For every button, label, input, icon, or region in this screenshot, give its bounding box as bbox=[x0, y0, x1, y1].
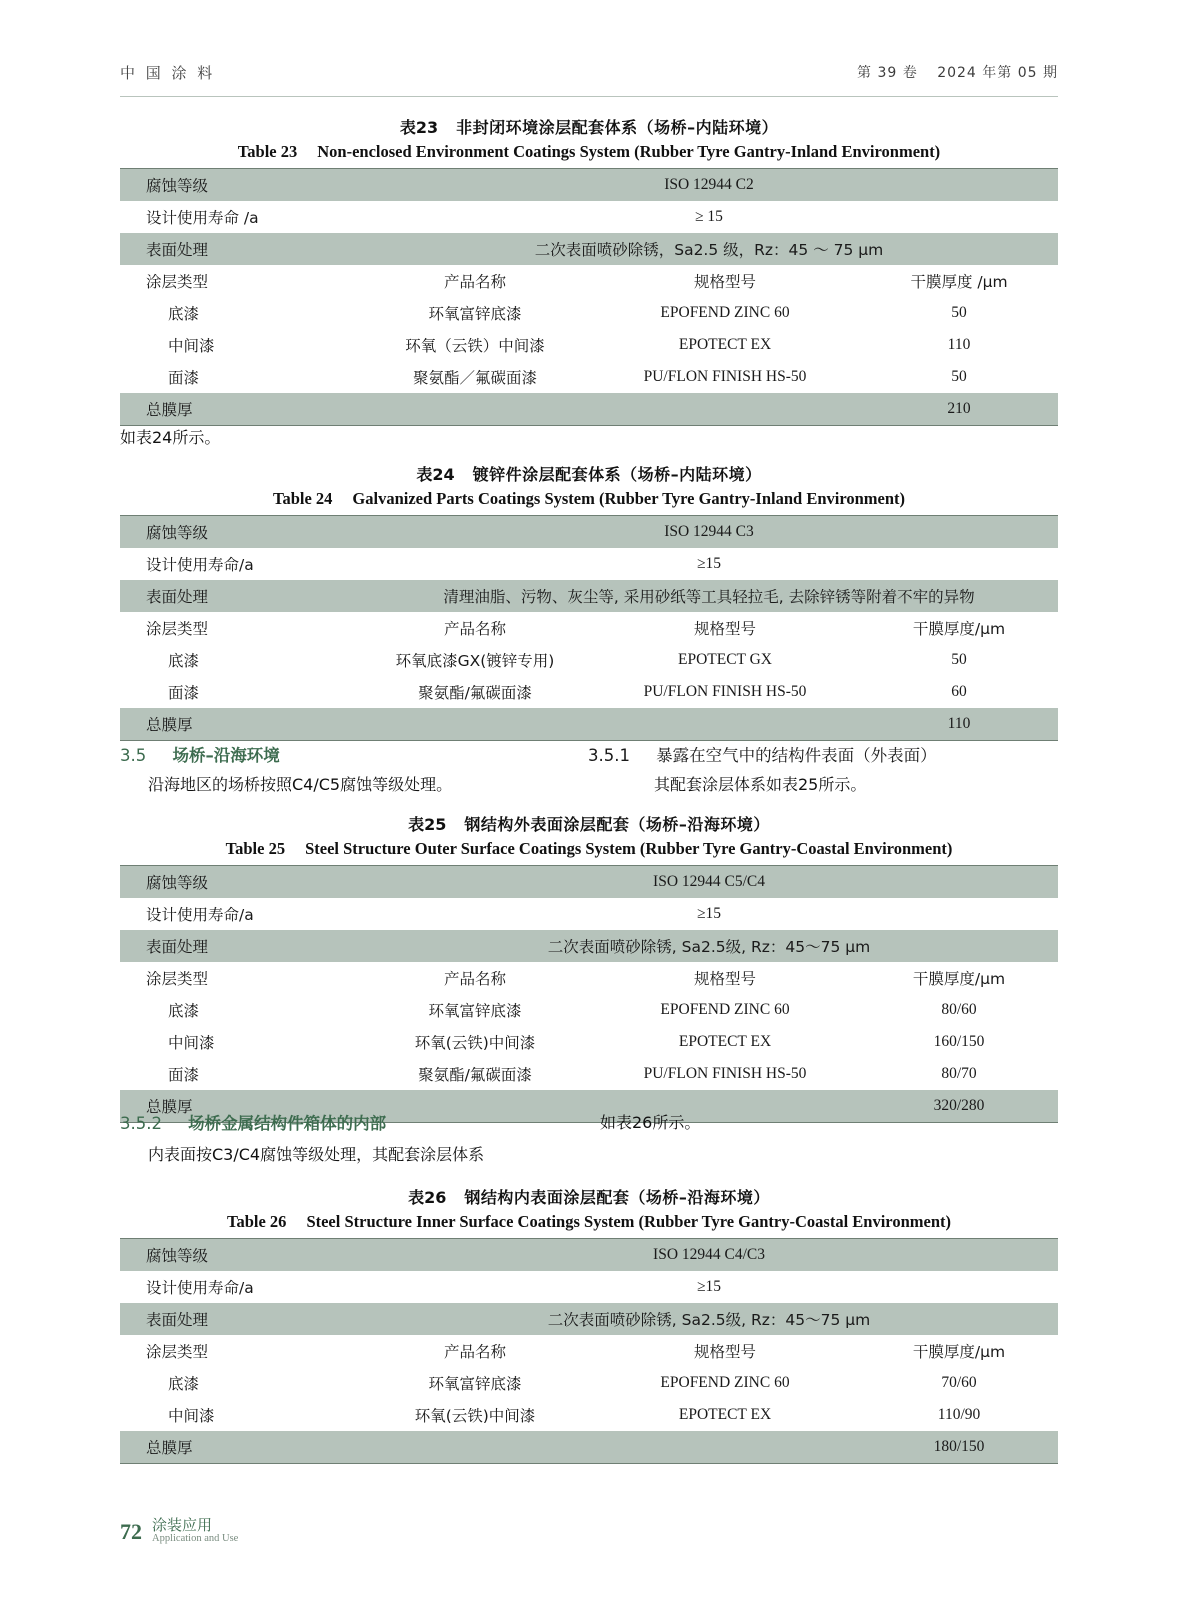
table-row bbox=[120, 930, 1058, 962]
layer-product: 环氧富锌底漆 bbox=[360, 297, 590, 329]
design-life-label: 设计使用寿命/a bbox=[120, 898, 360, 930]
total-thickness-value: 180/150 bbox=[860, 1431, 1058, 1464]
column-header-product: 产品名称 bbox=[360, 612, 590, 644]
surface-treatment-value: 清理油脂、污物、灰尘等, 采用砂纸等工具轻拉毛, 去除锌锈等附着不牢的异物 bbox=[360, 580, 1058, 612]
table-row bbox=[120, 866, 1058, 899]
total-thickness-value: 320/280 bbox=[860, 1090, 1058, 1123]
surface-treatment-value: 二次表面喷砂除锈, Sa2.5级, Rz：45～75 μm bbox=[360, 930, 1058, 962]
section-3-5-1-number: 3.5.1 bbox=[588, 746, 630, 765]
journal-name: 中 国 涂 料 bbox=[120, 64, 216, 82]
table25-block bbox=[120, 812, 1058, 1123]
surface-treatment-label: 表面处理 bbox=[120, 1303, 360, 1335]
table25-label-cn: 表25 bbox=[408, 815, 447, 834]
table-row bbox=[120, 1058, 1058, 1090]
layer-thickness: 80/60 bbox=[860, 994, 1058, 1026]
issue-label: 2024 年第 05 期 bbox=[937, 65, 1058, 81]
layer-spec: EPOTECT GX bbox=[590, 644, 860, 676]
table-row bbox=[120, 201, 1058, 233]
layer-spec: EPOFEND ZINC 60 bbox=[590, 297, 860, 329]
design-life-value: ≥15 bbox=[360, 1271, 1058, 1303]
table24-title-cn bbox=[120, 462, 1058, 485]
layer-product: 环氧(云铁)中间漆 bbox=[360, 1399, 590, 1431]
surface-treatment-value: 二次表面喷砂除锈，Sa2.5 级，Rz：45 ～ 75 μm bbox=[360, 233, 1058, 265]
layer-product: 聚氨酯/氟碳面漆 bbox=[360, 676, 590, 708]
volume-label: 第 39 卷 bbox=[857, 65, 918, 81]
table24-label-en: Table 24 bbox=[272, 489, 333, 508]
design-life-label: 设计使用寿命 /a bbox=[120, 201, 360, 233]
layer-thickness: 50 bbox=[860, 361, 1058, 393]
table-row bbox=[120, 1367, 1058, 1399]
table23-title-en bbox=[120, 142, 1058, 162]
layer-product: 环氧底漆GX(镀锌专用) bbox=[360, 644, 590, 676]
table-row bbox=[120, 580, 1058, 612]
layer-type: 中间漆 bbox=[120, 1399, 360, 1431]
table-row bbox=[120, 1399, 1058, 1431]
total-thickness-value: 110 bbox=[860, 708, 1058, 741]
layer-spec: EPOFEND ZINC 60 bbox=[590, 994, 860, 1026]
layer-product: 环氧（云铁）中间漆 bbox=[360, 329, 590, 361]
total-thickness-label: 总膜厚 bbox=[120, 1090, 360, 1123]
table-row bbox=[120, 1303, 1058, 1335]
column-header-product: 产品名称 bbox=[360, 1335, 590, 1367]
corrosion-grade-label: 腐蚀等级 bbox=[120, 169, 360, 202]
layer-product: 环氧富锌底漆 bbox=[360, 994, 590, 1026]
surface-treatment-label: 表面处理 bbox=[120, 930, 360, 962]
table-row bbox=[120, 361, 1058, 393]
corrosion-grade-label: 腐蚀等级 bbox=[120, 866, 360, 899]
layer-thickness: 50 bbox=[860, 297, 1058, 329]
design-life-label: 设计使用寿命/a bbox=[120, 548, 360, 580]
column-header-thickness: 干膜厚度 /μm bbox=[860, 265, 1058, 297]
issue-info bbox=[843, 62, 1058, 82]
layer-spec: PU/FLON FINISH HS-50 bbox=[590, 676, 860, 708]
column-header-thickness: 干膜厚度/μm bbox=[860, 612, 1058, 644]
layer-spec: PU/FLON FINISH HS-50 bbox=[590, 1058, 860, 1090]
table26-title-cn bbox=[120, 1185, 1058, 1208]
table26-caption-en: Steel Structure Inner Surface Coatings System (Rubber Tyre Gantry-Coastal Environment) bbox=[306, 1212, 951, 1231]
ref-table24-text: 如表24所示。 bbox=[120, 428, 221, 447]
column-header-type: 涂层类型 bbox=[120, 1335, 360, 1367]
design-life-value: ≥15 bbox=[360, 548, 1058, 580]
table-row bbox=[120, 1239, 1058, 1272]
layer-product: 环氧(云铁)中间漆 bbox=[360, 1026, 590, 1058]
column-header-spec: 规格型号 bbox=[590, 962, 860, 994]
table23-caption-cn: 非封闭环境涂层配套体系（场桥–内陆环境） bbox=[456, 118, 779, 137]
total-thickness-label: 总膜厚 bbox=[120, 393, 360, 426]
table25-title-en bbox=[120, 839, 1058, 859]
section-3-5-heading bbox=[120, 742, 280, 766]
ref-table26-text: 如表26所示。 bbox=[600, 1113, 701, 1132]
layer-spec: EPOFEND ZINC 60 bbox=[590, 1367, 860, 1399]
column-header-spec: 规格型号 bbox=[590, 265, 860, 297]
layer-type: 底漆 bbox=[120, 644, 360, 676]
layer-type: 面漆 bbox=[120, 676, 360, 708]
layer-thickness: 110/90 bbox=[860, 1399, 1058, 1431]
table-row bbox=[120, 1431, 1058, 1464]
table26-caption-cn: 钢结构内表面涂层配套（场桥–沿海环境） bbox=[464, 1188, 770, 1207]
corrosion-grade-value: ISO 12944 C5/C4 bbox=[360, 866, 1058, 899]
page-footer bbox=[120, 1517, 238, 1545]
table-row bbox=[120, 994, 1058, 1026]
table23 bbox=[120, 168, 1058, 426]
section-3-5-number: 3.5 bbox=[120, 746, 147, 765]
table-row bbox=[120, 898, 1058, 930]
footer-section-cn: 涂装应用 bbox=[152, 1515, 213, 1534]
section-3-5-2-text: 内表面按C3/C4腐蚀等级处理，其配套涂层体系 bbox=[148, 1145, 485, 1164]
corrosion-grade-value: ISO 12944 C2 bbox=[360, 169, 1058, 202]
table-row bbox=[120, 548, 1058, 580]
layer-type: 底漆 bbox=[120, 1367, 360, 1399]
design-life-value: ≥15 bbox=[360, 898, 1058, 930]
corrosion-grade-label: 腐蚀等级 bbox=[120, 1239, 360, 1272]
surface-treatment-label: 表面处理 bbox=[120, 580, 360, 612]
layer-spec: EPOTECT EX bbox=[590, 1026, 860, 1058]
column-header-spec: 规格型号 bbox=[590, 1335, 860, 1367]
corrosion-grade-value: ISO 12944 C3 bbox=[360, 516, 1058, 549]
table26-block bbox=[120, 1185, 1058, 1464]
table-header-row bbox=[120, 265, 1058, 297]
layer-thickness: 70/60 bbox=[860, 1367, 1058, 1399]
section-3-5-1-title: 暴露在空气中的结构件表面（外表面） bbox=[656, 746, 937, 765]
design-life-value: ≥ 15 bbox=[360, 201, 1058, 233]
layer-thickness: 50 bbox=[860, 644, 1058, 676]
table24-block bbox=[120, 462, 1058, 741]
layer-spec: PU/FLON FINISH HS-50 bbox=[590, 361, 860, 393]
layer-type: 中间漆 bbox=[120, 329, 360, 361]
page-header bbox=[120, 62, 1058, 97]
layer-thickness: 80/70 bbox=[860, 1058, 1058, 1090]
layer-type: 底漆 bbox=[120, 994, 360, 1026]
section-3-5-title: 场桥–沿海环境 bbox=[172, 746, 280, 765]
footer-section bbox=[152, 1517, 238, 1545]
section-3-5-2-number: 3.5.2 bbox=[120, 1114, 162, 1133]
table25-label-en: Table 25 bbox=[225, 839, 286, 858]
corrosion-grade-value: ISO 12944 C4/C3 bbox=[360, 1239, 1058, 1272]
layer-type: 面漆 bbox=[120, 361, 360, 393]
column-header-product: 产品名称 bbox=[360, 265, 590, 297]
table-header-row bbox=[120, 1335, 1058, 1367]
table-row bbox=[120, 1271, 1058, 1303]
table-row bbox=[120, 644, 1058, 676]
table-header-row bbox=[120, 612, 1058, 644]
column-header-thickness: 干膜厚度/μm bbox=[860, 1335, 1058, 1367]
table-row bbox=[120, 516, 1058, 549]
table26-label-cn: 表26 bbox=[408, 1188, 447, 1207]
table26 bbox=[120, 1238, 1058, 1464]
table-row bbox=[120, 297, 1058, 329]
table24-caption-cn: 镀锌件涂层配套体系（场桥–内陆环境） bbox=[472, 465, 762, 484]
table23-title-cn bbox=[120, 115, 1058, 138]
page-number: 72 bbox=[120, 1519, 142, 1544]
table-row bbox=[120, 169, 1058, 202]
layer-product: 聚氨酯／氟碳面漆 bbox=[360, 361, 590, 393]
table-row bbox=[120, 329, 1058, 361]
layer-type: 底漆 bbox=[120, 297, 360, 329]
layer-product: 环氧富锌底漆 bbox=[360, 1367, 590, 1399]
table25-caption-cn: 钢结构外表面涂层配套（场桥–沿海环境） bbox=[464, 815, 770, 834]
table-row bbox=[120, 233, 1058, 265]
layer-type: 面漆 bbox=[120, 1058, 360, 1090]
table23-caption-en: Non-enclosed Environment Coatings System (Rubber Tyre Gantry-Inland Environment) bbox=[317, 142, 941, 161]
footer-section-en: Application and Use bbox=[152, 1533, 239, 1545]
column-header-product: 产品名称 bbox=[360, 962, 590, 994]
column-header-type: 涂层类型 bbox=[120, 265, 360, 297]
table23-label-cn: 表23 bbox=[399, 118, 439, 137]
layer-type: 中间漆 bbox=[120, 1026, 360, 1058]
section-3-5-text: 沿海地区的场桥按照C4/C5腐蚀等级处理。 bbox=[148, 775, 453, 794]
table-row bbox=[120, 708, 1058, 741]
table25 bbox=[120, 865, 1058, 1123]
column-header-type: 涂层类型 bbox=[120, 962, 360, 994]
section-3-5-1-heading bbox=[588, 742, 937, 766]
table24-title-en bbox=[120, 489, 1058, 509]
table-row bbox=[120, 393, 1058, 426]
table23-block bbox=[120, 115, 1058, 426]
table26-title-en bbox=[120, 1212, 1058, 1232]
table-row bbox=[120, 1026, 1058, 1058]
table25-caption-en: Steel Structure Outer Surface Coatings System (Rubber Tyre Gantry-Coastal Environment) bbox=[305, 839, 953, 858]
surface-treatment-value: 二次表面喷砂除锈, Sa2.5级, Rz：45～75 μm bbox=[360, 1303, 1058, 1335]
column-header-thickness: 干膜厚度/μm bbox=[860, 962, 1058, 994]
design-life-label: 设计使用寿命/a bbox=[120, 1271, 360, 1303]
table24-caption-en: Galvanized Parts Coatings System (Rubber Tyre Gantry-Inland Environment) bbox=[352, 489, 906, 508]
total-thickness-value: 210 bbox=[860, 393, 1058, 426]
column-header-spec: 规格型号 bbox=[590, 612, 860, 644]
table24 bbox=[120, 515, 1058, 741]
surface-treatment-label: 表面处理 bbox=[120, 233, 360, 265]
layer-spec: EPOTECT EX bbox=[590, 329, 860, 361]
table24-label-cn: 表24 bbox=[416, 465, 455, 484]
section-3-5-1-text: 其配套涂层体系如表25所示。 bbox=[654, 775, 867, 794]
total-thickness-label: 总膜厚 bbox=[120, 708, 360, 741]
layer-thickness: 160/150 bbox=[860, 1026, 1058, 1058]
table23-label-en: Table 23 bbox=[237, 142, 298, 161]
layer-spec: EPOTECT EX bbox=[590, 1399, 860, 1431]
section-3-5-2-title: 场桥金属结构件箱体的内部 bbox=[188, 1114, 387, 1133]
table25-title-cn bbox=[120, 812, 1058, 835]
section-3-5-2-heading bbox=[120, 1110, 386, 1134]
corrosion-grade-label: 腐蚀等级 bbox=[120, 516, 360, 549]
column-header-type: 涂层类型 bbox=[120, 612, 360, 644]
layer-product: 聚氨酯/氟碳面漆 bbox=[360, 1058, 590, 1090]
table26-label-en: Table 26 bbox=[226, 1212, 287, 1231]
table-header-row bbox=[120, 962, 1058, 994]
total-thickness-label: 总膜厚 bbox=[120, 1431, 360, 1464]
table-row bbox=[120, 676, 1058, 708]
layer-thickness: 60 bbox=[860, 676, 1058, 708]
layer-thickness: 110 bbox=[860, 329, 1058, 361]
